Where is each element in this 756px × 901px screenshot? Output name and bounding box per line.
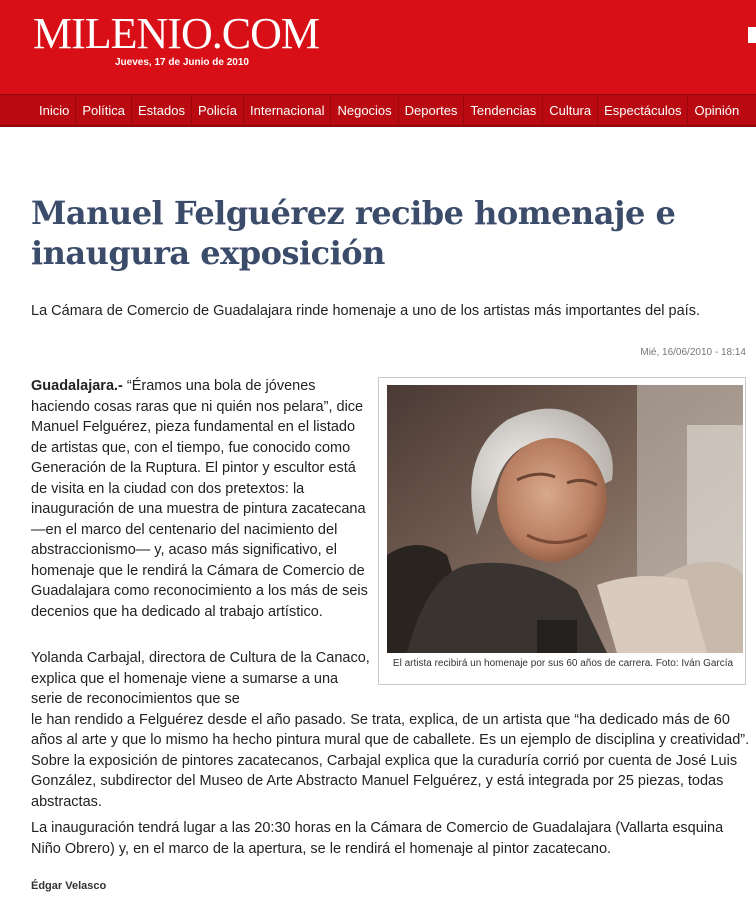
article-dateline: Guadalajara.- [31, 378, 123, 394]
article-author[interactable]: Édgar Velasco [31, 880, 107, 892]
nav-item-opinion[interactable]: Opinión [687, 95, 745, 126]
article-photo-box [378, 377, 746, 685]
paragraph-2-rest: le han rendido a Felguérez desde el año pasado. Se trata, explica, de un artista que “ha dedicado más de 60 años al arte y que lo mismo ha hecho pintura mural que de caballete. Es un ejemplo de disciplina y creatividad”. Sobre la exposición de pintores zacatecanos, Carbajal explica que la curaduría corrió por cuenta de José Luis González, subdirector del Museo de Arte Abstracto Manuel Felguérez, y está integrada por 25 piezas, todas abstractas. [31, 711, 750, 810]
article-timestamp: Mié, 16/06/2010 - 18:14 [640, 347, 746, 358]
site-logo[interactable]: MILENIO.COM [33, 9, 319, 58]
article-paragraph-1 [31, 376, 371, 622]
article-paragraph-3: La inauguración tendrá lugar a las 20:30 horas en la Cámara de Comercio de Guadalajara (Vallarta esquina Niño Obrero) y, en el marco de la apertura, se le rendirá el homenaje al pintor zacatecano. [31, 820, 724, 857]
nav-item-deportes[interactable]: Deportes [398, 95, 464, 126]
paragraph-1-text: “Éramos una bola de jóvenes haciendo cosas raras que ni quién nos pelara”, dice Manuel Felguérez, pieza fundamental en el listado de artistas que, con el tiempo, fue conocido como Generación de la Ruptura. El pintor y escultor está de visita en la ciudad con dos pretextos: la inauguración de una muestra de pintura zacatecana —en el marco del centenario del nacimiento del abstraccionismo— y, acaso más significativo, el homenaje que le rendirá la Cámara de Comercio de Guadalajara como reconocimiento a los más de seis decenios que ha dedicado al trabajo artístico. [31, 378, 368, 620]
header-corner-mark [748, 27, 756, 43]
article-subtitle: La Cámara de Comercio de Guadalajara rinde homenaje a uno de los artistas más importantes del país. [31, 303, 700, 319]
nav-item-tendencias[interactable]: Tendencias [463, 95, 542, 126]
nav-item-politica[interactable]: Política [75, 95, 131, 126]
nav-item-espectaculos[interactable]: Espectáculos [597, 95, 687, 126]
photo-caption: El artista recibirá un homenaje por sus 60 años de carrera. Foto: Iván García [392, 658, 734, 669]
nav-item-internacional[interactable]: Internacional [243, 95, 330, 126]
nav-item-estados[interactable]: Estados [131, 95, 191, 126]
header-date: Jueves, 17 de Junio de 2010 [115, 57, 249, 68]
nav-item-inicio[interactable]: Inicio [39, 103, 70, 118]
nav-item-policia[interactable]: Policía [191, 95, 243, 126]
article-headline: Manuel Felguérez recibe homenaje e inaugura exposición [31, 194, 676, 272]
paragraph-2-left: Yolanda Carbajal, directora de Cultura de la Canaco, explica que el homenaje viene a sumarse a una serie de reconocimientos que se [31, 650, 370, 707]
article-paragraph-2 [31, 648, 751, 812]
main-nav [0, 94, 756, 127]
nav-item-negocios[interactable]: Negocios [330, 95, 397, 126]
article-photo[interactable] [387, 385, 743, 653]
nav-item-cultura[interactable]: Cultura [542, 95, 597, 126]
nav-list [32, 95, 745, 126]
site-header [0, 0, 756, 94]
